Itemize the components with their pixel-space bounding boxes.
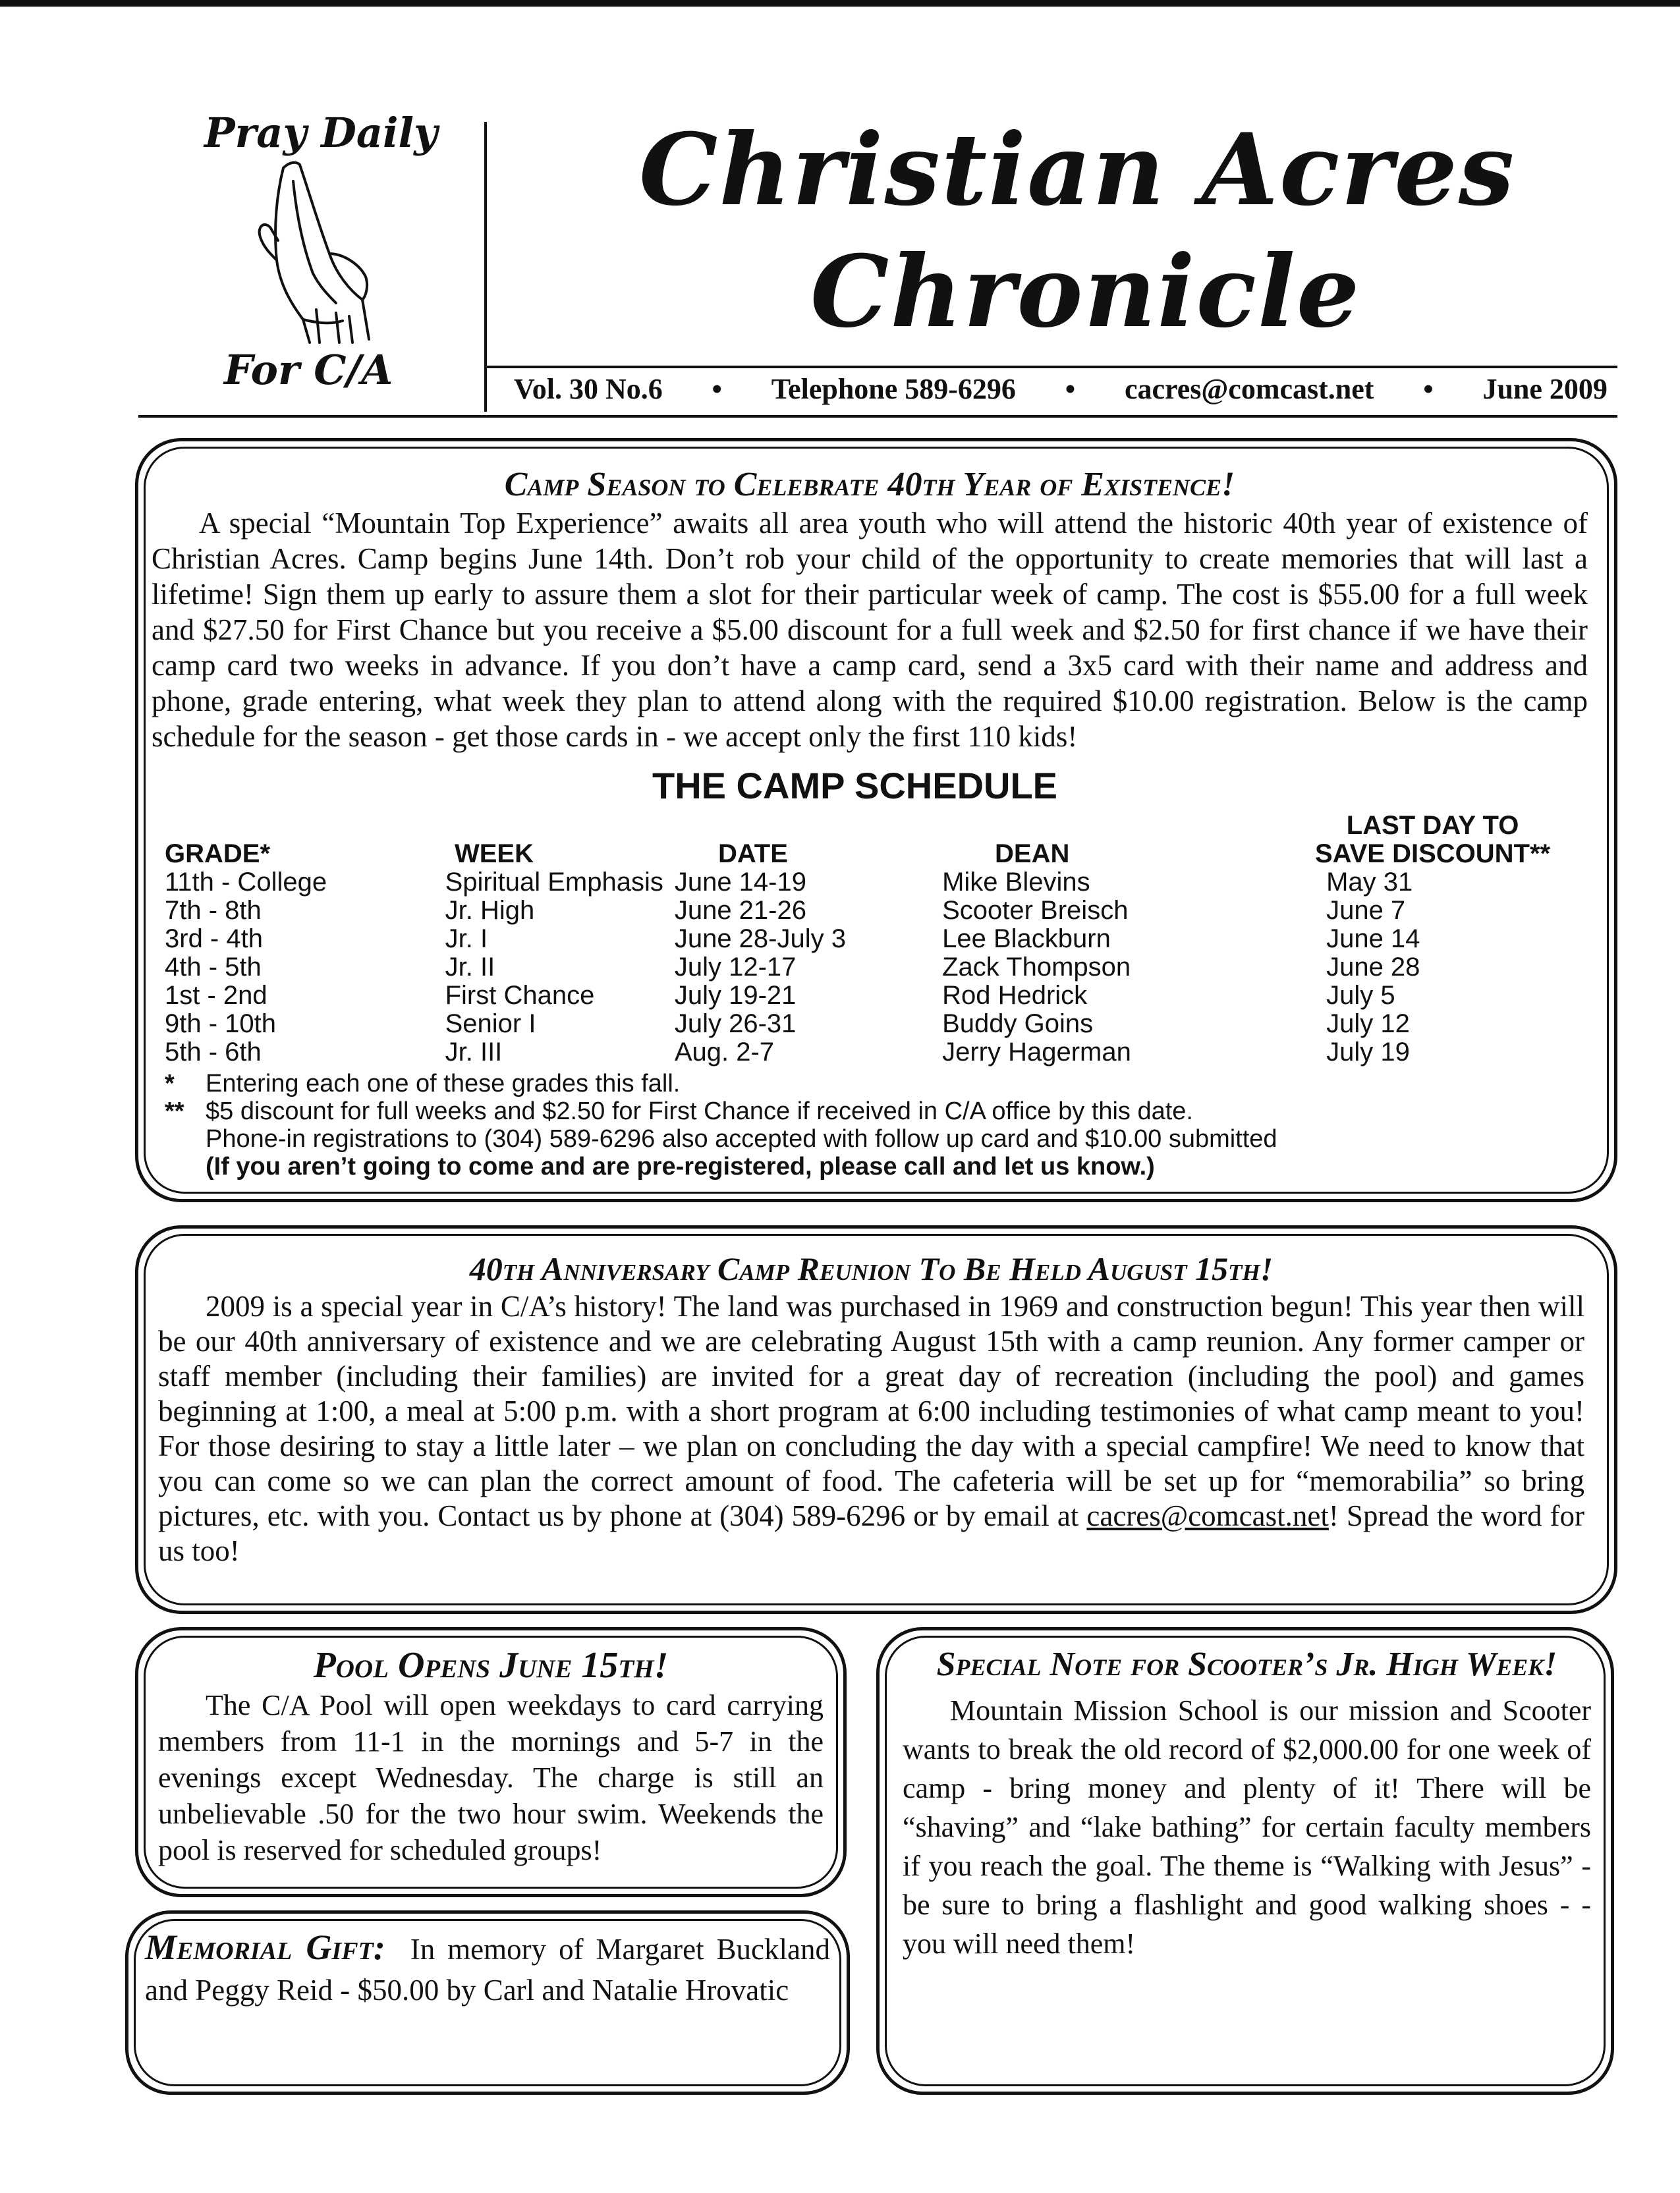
table-header-row (165, 840, 1581, 868)
camp-season-heading: Camp Season to Celebrate 40th Year of Existence! (504, 466, 1235, 503)
table-row: 4th - 5th Jr. II July 12-17 Zack Thompson June 28 (165, 953, 1420, 982)
bullet-separator: • (1423, 373, 1434, 405)
reunion-body: 2009 is a special year in C/A’s history! The land was purchased in 1969 and construction begun! This year then will be our 40th anniversary of existence and we are celebrating August 15th with a camp reunion. Any former camper or staff member (including their families) are invited for a great day of recreation (including the pool) and games beginning at 1:00, a meal at 5:00 p.m. with a short program at 6:00 including testimonies of what camp meant to you! For those desiring to stay a little later – we plan on concluding the day with a special campfire! We need to know that you can come so we can plan the correct amount of food. The cafeteria will be set up for “memorabilia” so bring pictures, etc. with you. Contact us by phone at (304) 589-6296 or by email at cacres@comcast.net! Spread the word for us too! (158, 1290, 1584, 1567)
table-row: 9th - 10th Senior I July 26-31 Buddy Goins July 12 (165, 1009, 1410, 1038)
newsletter-title: Christian Acres (639, 112, 1516, 228)
pray-daily-logo (198, 109, 448, 399)
issue-info-line (514, 372, 1608, 406)
scooter-body: Mountain Mission School is our mission and Scooter wants to break the old record of $2,000.00 for one week of camp - bring money and plenty of it! There will be “shaving” and “lake bathing” for certain faculty members if you reach the goal. The theme is “Walking with Jesus” - be sure to bring a flashlight and good walking shoes - - you will need them! (903, 1694, 1591, 1960)
telephone-number: Telephone 589-6296 (771, 373, 1016, 405)
scooter-article (903, 1644, 1591, 1963)
schedule-notes (165, 1070, 1548, 1180)
camp-season-body: A special “Mountain Top Experience” awaits all area youth who will attend the historic 40th year of existence of Christian Acres. Camp begins June 14th. Don’t rob your child of the opportunity to create memories that will last a lifetime! Sign them up early to assure them a slot for their particular week of camp. The cost is $55.00 for a full week and $27.50 for First Chance but you receive a $5.00 discount for a full week and $2.50 for first chance if we have their camp card two weeks in advance. If you don’t have a camp card, send a 3x5 card with their name and address and phone, grade entering, what week they plan to attend along with the required $10.00 registration. Below is the camp schedule for the season - get those cards in - we accept only the first 110 kids! (152, 507, 1588, 753)
header-grade: GRADE* (165, 839, 271, 868)
table-row: 1st - 2nd First Chance July 19-21 Rod Hedrick July 5 (165, 981, 1395, 1010)
table-row: 11th - College Spiritual Emphasis June 14-19 Mike Blevins May 31 (165, 868, 1413, 897)
reunion-heading: 40th Anniversary Camp Reunion To Be Held August 15th! (469, 1250, 1274, 1287)
reunion-email-link[interactable]: cacres@comcast.net (1086, 1499, 1329, 1532)
note-grades: * Entering each one of these grades this fall. (165, 1070, 681, 1097)
header-dean: DEAN (995, 839, 1070, 868)
table-row: 5th - 6th Jr. III Aug. 2-7 Jerry Hagerman July 19 (165, 1038, 1410, 1067)
for-ca-text: For C/A (224, 346, 393, 394)
reunion-article (158, 1248, 1584, 1568)
camp-season-article (152, 464, 1588, 789)
praying-hands-icon (237, 155, 395, 346)
pray-daily-text: Pray Daily (204, 109, 438, 157)
header-date: DATE (718, 839, 788, 868)
camp-schedule-table (165, 840, 1581, 1067)
memorial-body: In memory of Margaret Buckland and Peggy Reid - $50.00 by Carl and Natalie Hrovatic (145, 1933, 831, 2007)
bullet-separator: • (712, 373, 722, 405)
volume-number: Vol. 30 No.6 (514, 373, 663, 405)
pool-body: The C/A Pool will open weekdays to card carrying members from 11-1 in the mornings and 5-7 in the evenings except Wednesday. The charge is still an unbelievable .50 for the two hour swim. Weekends the pool is reserved for scheduled groups! (158, 1689, 824, 1866)
note-discount: ** $5 discount for full weeks and $2.50 for First Chance if received in C/A office by this date. (165, 1097, 1193, 1125)
note-pre-registered: (If you aren’t going to come and are pre-registered, please call and let us know.) (206, 1153, 1155, 1180)
top-border (0, 0, 1680, 7)
bullet-separator: • (1065, 373, 1076, 405)
title-underline (484, 366, 1617, 368)
memorial-label: Memorial Gift: (145, 1928, 385, 1967)
table-row: 3rd - 4th Jr. I June 28-July 3 Lee Blackburn June 14 (165, 924, 1420, 953)
note-phone-in: Phone-in registrations to (304) 589-6296 also accepted with follow up card and $10.00 submitted (206, 1125, 1277, 1153)
last-day-header: LAST DAY TO SAVE DISCOUNT** (1315, 811, 1551, 868)
masthead-rule (138, 415, 1617, 418)
memorial-article (145, 1927, 830, 2011)
table-row: 7th - 8th Jr. High June 21-26 Scooter Breisch June 7 (165, 896, 1406, 925)
schedule-title: THE CAMP SCHEDULE (652, 765, 1058, 806)
pool-article (158, 1644, 824, 1868)
scooter-heading: Special Note for Scooter’s Jr. High Week! (936, 1646, 1557, 1683)
issue-date: June 2009 (1482, 373, 1608, 405)
email-address: cacres@comcast.net (1124, 373, 1374, 405)
header-week: WEEK (455, 839, 534, 868)
pool-heading: Pool Opens June 15th! (313, 1645, 669, 1686)
newsletter-title-line2: Chronicle (810, 234, 1361, 350)
masthead-divider (484, 122, 487, 412)
